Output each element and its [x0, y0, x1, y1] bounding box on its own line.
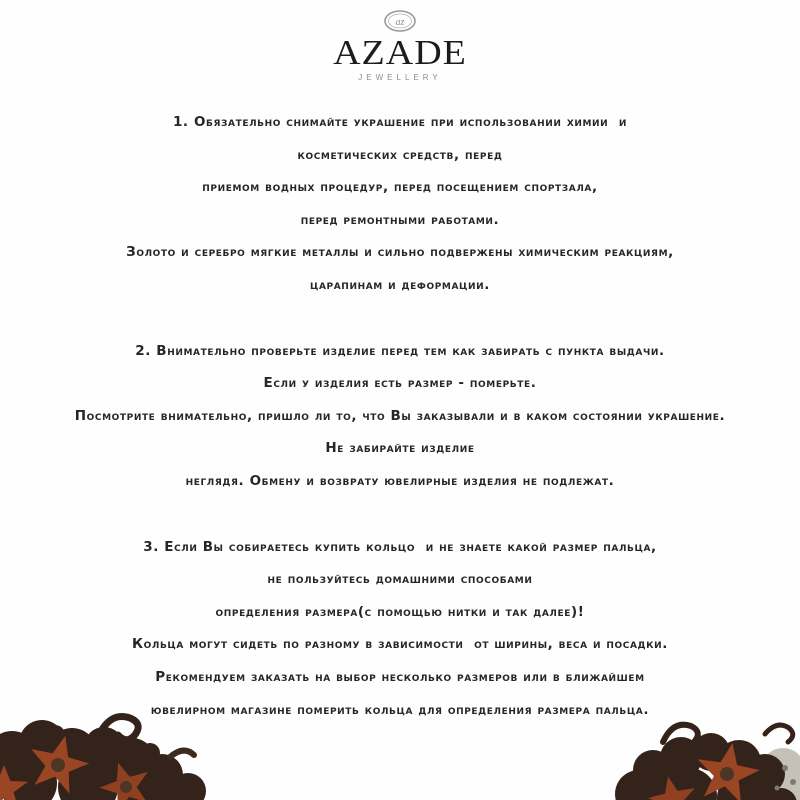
azade-monogram-icon: [380, 8, 420, 34]
text-line: косметических средств, перед: [297, 146, 503, 163]
text-line: Кольца могут сидеть по разному в зависимости от ширины, веса и посадки.: [132, 636, 668, 653]
logo-block: [0, 0, 800, 82]
text-line: 1. Обязательно снимайте украшение при использовании химии и: [172, 114, 628, 130]
care-paragraph-3: [0, 531, 800, 727]
text-line: определения размера(с помощью нитки и так далее)!: [215, 603, 585, 620]
text-line: Посмотрите внимательно, пришло ли то, что Вы заказывали и в каком состоянии украшение.: [74, 407, 726, 424]
text-line: перед ремонтными работами.: [300, 211, 500, 228]
text-line: 3. Если Вы собираетесь купить кольцо и не знаете какой размер пальца,: [143, 538, 657, 555]
text-line: приемом водных процедур, перед посещением спортзала,: [202, 179, 598, 196]
text-line: 2. Внимательно проверьте изделие перед тем как забирать с пункта выдачи.: [135, 342, 665, 359]
monogram-letters: az: [395, 17, 405, 28]
text-line: Не забирайте изделие: [325, 440, 475, 457]
care-paragraph-2: [0, 335, 800, 498]
text-line: неглядя. Обмену и возврату ювелирные изделия не подлежат.: [185, 472, 615, 489]
text-line: ювелирном магазине померить кольца для определения размера пальца.: [150, 701, 650, 718]
text-line: царапинам и деформации.: [310, 276, 490, 293]
text-line: не пользуйтесь домашними способами: [267, 571, 533, 588]
text-line: Золото и серебро мягкие металлы и сильно подвержены химическим реакциям,: [126, 244, 674, 261]
text-line: Если у изделия есть размер - померьте.: [263, 375, 537, 392]
brand-subtitle: JEWELLERY: [358, 73, 442, 82]
brand-wordmark: AZADE: [333, 33, 467, 73]
care-paragraph-1: [0, 106, 800, 302]
text-line: Рекомендуем заказать на выбор несколько размеров или в ближайшем: [155, 668, 645, 685]
care-instructions: [0, 106, 800, 726]
